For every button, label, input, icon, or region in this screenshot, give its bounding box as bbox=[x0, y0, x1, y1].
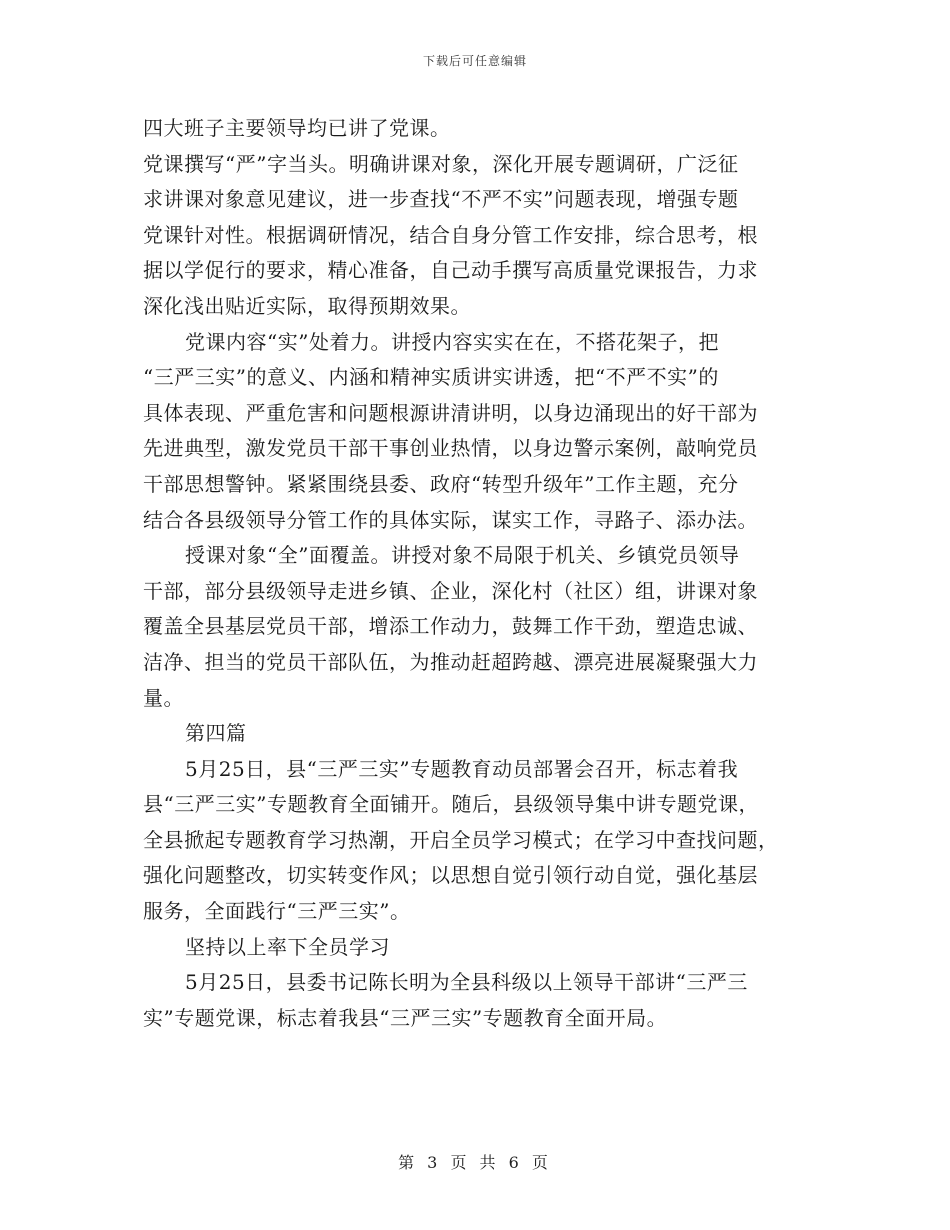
text-line: 量。 bbox=[143, 685, 184, 710]
text-line: 干部思想警钟。紧紧围绕县委、政府“转型升级年”工作主题，充分 bbox=[143, 471, 739, 496]
text-line: 强化问题整改，切实转变作风；以思想自觉引领行动自觉，强化基层 bbox=[143, 863, 758, 888]
text-line: 服务，全面践行“三严三实”。 bbox=[143, 899, 411, 924]
text-line: 授课对象“全”面覆盖。讲授对象不局限于机关、乡镇党员领导 bbox=[185, 543, 740, 568]
text-line: 结合各县级领导分管工作的具体实际，谋实工作，寻路子、添办法。 bbox=[143, 507, 758, 532]
text-line: 覆盖全县基层党员干部，增添工作动力，鼓舞工作干劲，塑造忠诚、 bbox=[143, 614, 758, 639]
text-line: 党课撰写“严”字当头。明确讲课对象，深化开展专题调研，广泛征 bbox=[143, 151, 739, 176]
header-note: 下载后可任意编辑 bbox=[422, 54, 527, 68]
text-line: 求讲课对象意见建议，进一步查找“不严不实”问题表现，增强专题 bbox=[143, 187, 739, 212]
body-text bbox=[143, 111, 808, 1036]
text-line: 县“三严三实”专题教育全面铺开。随后，县级领导集中讲专题党课， bbox=[143, 792, 759, 817]
text-line: 具体表现、严重危害和问题根源讲清讲明，以身边涌现出的好干部为 bbox=[143, 400, 758, 425]
text-line: 洁净、担当的党员干部队伍，为推动赶超跨越、漂亮进展凝聚强大力 bbox=[143, 649, 758, 674]
page-number: 第 3 页 共 6 页 bbox=[398, 1153, 552, 1172]
text-line: 四大班子主要领导均已讲了党课。 bbox=[143, 116, 451, 140]
text-line: 党课内容“实”处着力。讲授内容实实在在，不搭花架子，把 bbox=[185, 329, 719, 354]
text-line: 实”专题党课，标志着我县“三严三实”专题教育全面开局。 bbox=[143, 1005, 668, 1030]
text-line: 党课针对性。根据调研情况，结合自身分管工作安排，综合思考，根 bbox=[143, 222, 758, 247]
text-line: 5月25日，县委书记陈长明为全县科级以上领导干部讲“三严三 bbox=[185, 970, 748, 995]
text-line: 干部，部分县级领导走进乡镇、企业，深化村（社区）组，讲课对象 bbox=[143, 578, 758, 603]
text-line: 深化浅出贴近实际，取得预期效果。 bbox=[143, 293, 471, 318]
text-line: 据以学促行的要求，精心准备，自己动手撰写高质量党课报告，力求 bbox=[143, 258, 758, 283]
text-line: 5月25日，县“三严三实”专题教育动员部署会召开，标志着我 bbox=[185, 756, 739, 781]
text-line: 先进典型，激发党员干部干事创业热情，以身边警示案例，敲响党员 bbox=[143, 436, 758, 461]
text-line: “三严三实”的意义、内涵和精神实质讲实讲透，把“不严不实”的 bbox=[143, 365, 719, 390]
subheading: 坚持以上率下全员学习 bbox=[185, 934, 390, 959]
section-heading: 第四篇 bbox=[185, 721, 247, 746]
text-line: 全县掀起专题教育学习热潮，开启全员学习模式；在学习中查找问题， bbox=[143, 827, 779, 852]
